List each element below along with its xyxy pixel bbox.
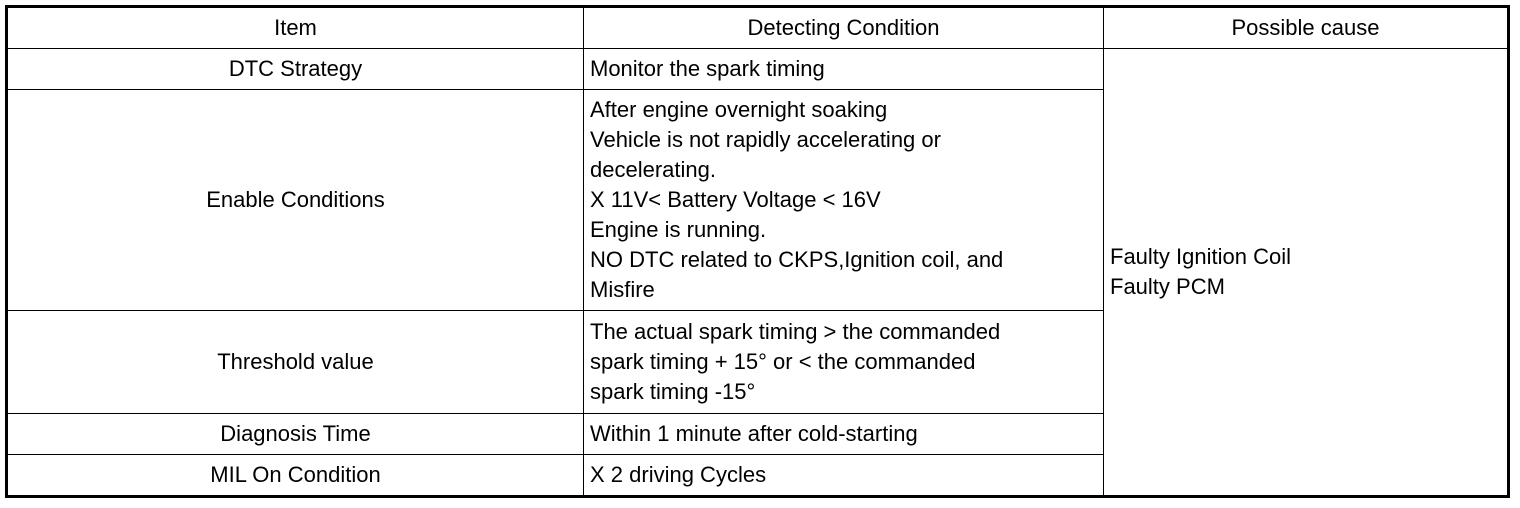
- row-condition-diagnosis-time: [584, 414, 1104, 455]
- condition-line: Within 1 minute after cold-starting: [590, 421, 918, 446]
- condition-line: decelerating.: [590, 157, 716, 182]
- row-condition-dtc-strategy: [584, 49, 1104, 90]
- condition-line: Monitor the spark timing: [590, 56, 825, 81]
- condition-line: Vehicle is not rapidly accelerating or: [590, 127, 941, 152]
- header-row: [7, 7, 1509, 49]
- condition-line: X 2 driving Cycles: [590, 462, 767, 487]
- cause-line: Faulty PCM: [1110, 274, 1225, 299]
- row-condition-threshold-value: [584, 311, 1104, 414]
- condition-line: NO DTC related to CKPS,Ignition coil, and: [590, 247, 1004, 272]
- dtc-spec-table: [5, 5, 1510, 498]
- header-possible-cause: Possible cause: [1104, 7, 1509, 49]
- possible-cause-cell: [1104, 49, 1509, 497]
- header-detecting-condition: Detecting Condition: [584, 7, 1104, 49]
- row-item-threshold-value: Threshold value: [7, 311, 584, 414]
- cause-line: Faulty Ignition Coil: [1110, 244, 1291, 269]
- row-condition-enable-conditions: [584, 90, 1104, 311]
- row-condition-mil-on-condition: [584, 455, 1104, 497]
- table-row: [7, 49, 1509, 90]
- row-item-dtc-strategy: DTC Strategy: [7, 49, 584, 90]
- row-item-mil-on-condition: MIL On Condition: [7, 455, 584, 497]
- condition-line: After engine overnight soaking: [590, 97, 888, 122]
- condition-line: The actual spark timing > the commanded: [590, 319, 1001, 344]
- condition-line: Misfire: [590, 277, 655, 302]
- condition-line: spark timing -15°: [590, 379, 756, 404]
- condition-line: spark timing + 15° or < the commanded: [590, 349, 976, 374]
- row-item-enable-conditions: Enable Conditions: [7, 90, 584, 311]
- header-item: Item: [7, 7, 584, 49]
- row-item-diagnosis-time: Diagnosis Time: [7, 414, 584, 455]
- condition-line: X 11V< Battery Voltage < 16V: [590, 187, 881, 212]
- condition-line: Engine is running.: [590, 217, 767, 242]
